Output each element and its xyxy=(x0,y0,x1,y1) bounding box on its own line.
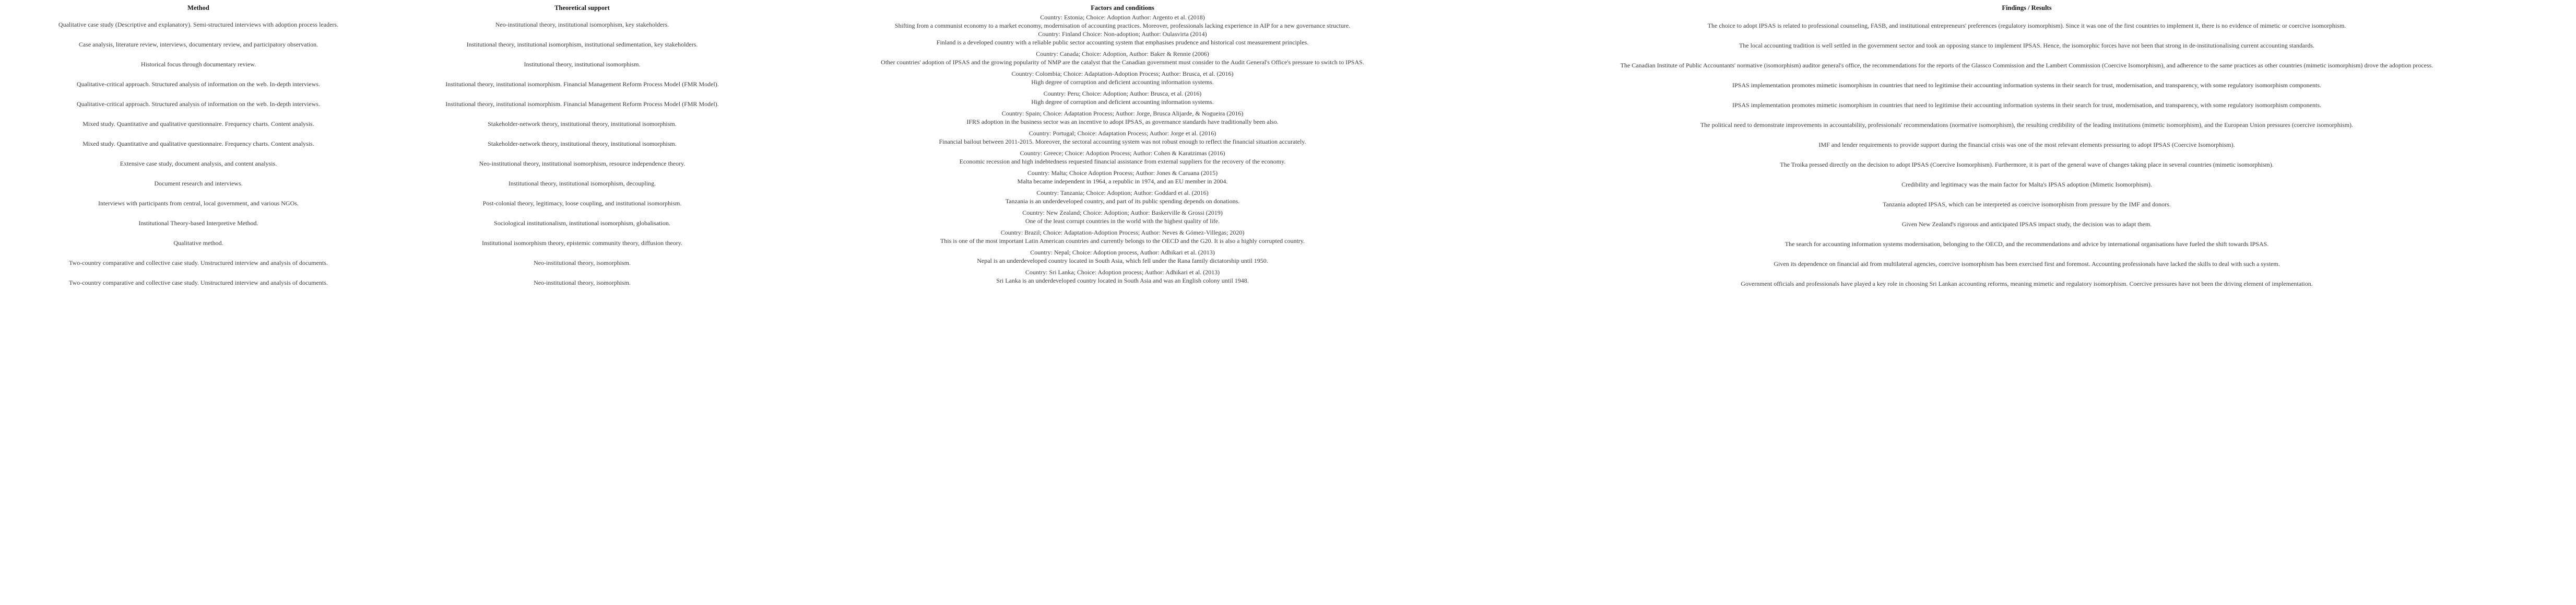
theoretical-support-cell xyxy=(397,174,767,194)
header-findings-results: Findings / Results xyxy=(2002,4,2052,11)
method-cell xyxy=(0,36,397,55)
findings-cell xyxy=(1478,274,2576,294)
country-choice-author: Country: Spain; Choice: Adaptation Process; Author: Jorge, Brusca Alijarde, & Nogueira (2016) xyxy=(1001,109,1244,117)
theoretical-support-cell xyxy=(397,274,767,294)
theoretical-support-cell xyxy=(397,36,767,55)
method-text: Historical focus through documentary review. xyxy=(140,60,256,68)
theoretical-support-text: Sociological institutionalism, institutional isomorphism, globalisation. xyxy=(494,219,670,227)
findings-cell xyxy=(1478,55,2576,75)
theoretical-support-text: Institutional theory, institutional isomorphism. Financial Management Reform Process Model (FMR Model). xyxy=(445,80,719,88)
findings-text: Government officials and professionals have played a key role in choosing Sri Lankan accounting reforms, meaning mimetic and regulatory isomorphism. Coercive pressures have not been the driving element of implementation. xyxy=(1741,280,2313,287)
method-cell xyxy=(0,155,397,174)
factors-text: Finland is a developed country with a reliable public sector accounting system that emphasises prudence and historical cost measurement principles. xyxy=(936,38,1309,46)
findings-text: IPSAS implementation promotes mimetic isomorphism in countries that need to legitimise their accounting information systems in their search for trust, modernisation, and transparency, with some regulatory isomorphism components. xyxy=(1732,101,2321,109)
findings-text: Given its dependence on financial aid from multilateral agencies, coercive isomorphism has been exercised first and foremost. Accounting professionals have lacked the skills to deal with such a system. xyxy=(1774,260,2280,267)
theoretical-support-text: Institutional isomorphism theory, epistemic community theory, diffusion theory. xyxy=(481,239,683,247)
header-factors-and-conditions: Factors and conditions xyxy=(1091,4,1154,11)
method-text: Document research and interviews. xyxy=(154,179,243,187)
findings-cell xyxy=(1478,36,2576,55)
theoretical-support-text: Institutional theory, institutional isomorphism. Financial Management Reform Process Model (FMR Model). xyxy=(445,100,719,108)
country-choice-author: Country: Nepal; Choice: Adoption process, Author: Adhikari et al. (2013) xyxy=(1030,248,1215,256)
theoretical-support-text: Stakeholder-network theory, institutional theory, institutional isomorphism. xyxy=(488,139,677,147)
findings-text: Credibility and legitimacy was the main factor for Malta's IPSAS adoption (Mimetic Isomorphism). xyxy=(1901,180,2152,188)
header-method: Method xyxy=(187,4,209,11)
theoretical-support-cell xyxy=(397,135,767,155)
findings-text: The choice to adopt IPSAS is related to professional counseling, FASB, and institutional entrepreneurs' preferences (regulatory isomorphism). Since it was one of the first countries to implement it, there is no evidence of mimetic or coercive isomorphism. xyxy=(1707,21,2346,29)
findings-cell xyxy=(1478,75,2576,95)
country-choice-author: Country: Sri Lanka; Choice: Adoption process; Author: Adhikari et al. (2013) xyxy=(1025,268,1220,276)
theoretical-support-text: Institutional theory, institutional isomorphism, decoupling. xyxy=(508,179,656,187)
method-cell xyxy=(0,55,397,75)
findings-text: The search for accounting information systems modernisation, belonging to the OECD, and the recommendations and advice by international organisations have fueled the shift towards IPSAS. xyxy=(1785,240,2269,248)
findings-cell xyxy=(1478,155,2576,174)
country-choice-author: Country: New Zealand; Choice: Adoption; Author: Baskerville & Grossi (2019) xyxy=(1022,208,1223,216)
factors-text: Tanzania is an underdeveloped country, and part of its public spending depends on donations. xyxy=(1005,197,1240,205)
factors-cell xyxy=(767,268,1478,294)
theoretical-support-cell xyxy=(397,214,767,234)
theoretical-support-cell xyxy=(397,115,767,135)
country-choice-author: Country: Colombia; Choice: Adaptation-Adoption Process; Author: Brusca, et al. (2016) xyxy=(1011,69,1234,77)
country-choice-author: Country: Canada; Choice: Adoption, Author: Baker & Rennie (2006) xyxy=(1036,50,1209,57)
theoretical-support-text: Post-colonial theory, legitimacy, loose coupling, and institutional isomorphism. xyxy=(482,199,682,207)
method-text: Two-country comparative and collective case study. Unstructured interview and analysis of documents. xyxy=(69,278,328,286)
theoretical-support-text: Stakeholder-network theory, institutional theory, institutional isomorphism. xyxy=(488,120,677,127)
country-choice-author: Country: Greece; Choice: Adoption Process; Author: Cohen & Karatzimas (2016) xyxy=(1020,149,1225,157)
theoretical-support-cell xyxy=(397,234,767,254)
findings-cell xyxy=(1478,16,2576,36)
country-choice-author: Country: Peru; Choice: Adoption; Author: Brusca, et al. (2016) xyxy=(1043,89,1202,97)
method-cell xyxy=(0,274,397,294)
theoretical-support-cell xyxy=(397,155,767,174)
factors-text: High degree of corruption and deficient accounting information systems. xyxy=(1031,98,1214,106)
method-text: Qualitative case study (Descriptive and explanatory). Semi-structured interviews with adoption process leaders. xyxy=(58,20,339,28)
method-cell xyxy=(0,95,397,115)
findings-cell xyxy=(1478,254,2576,274)
theoretical-support-text: Neo-institutional theory, institutional isomorphism, resource independence theory. xyxy=(479,159,686,167)
factors-text: This is one of the most important Latin American countries and currently belongs to the OECD and the G20. It is also a highly corrupted country. xyxy=(940,237,1305,245)
findings-cell xyxy=(1478,174,2576,194)
theoretical-support-text: Institutional theory, institutional isomorphism, institutional sedimentation, key stakeholders. xyxy=(466,40,698,48)
method-cell xyxy=(0,16,397,36)
factors-text: Nepal is an underdeveloped country located in South Asia, which fell under the Rana family dictatorship until 1950. xyxy=(977,257,1268,264)
findings-cell xyxy=(1478,95,2576,115)
method-cell xyxy=(0,75,397,95)
theoretical-support-cell xyxy=(397,95,767,115)
method-cell xyxy=(0,234,397,254)
method-cell xyxy=(0,254,397,274)
country-choice-author: Country: Brazil; Choice: Adaptation-Adoption Process; Author: Neves & Gómez-Villegas; 2020) xyxy=(1000,228,1245,236)
method-text: Mixed study. Quantitative and qualitative questionnaire. Frequency charts. Content analysis. xyxy=(82,139,314,147)
method-text: Extensive case study, document analysis, and content analysis. xyxy=(120,159,277,167)
findings-cell xyxy=(1478,214,2576,234)
findings-text: IMF and lender requirements to provide support during the financial crisis was one of the most relevant elements pressuring to adopt IPSAS (Coercive Isomorphism). xyxy=(1818,141,2235,148)
literature-review-table xyxy=(0,4,2576,294)
findings-text: IPSAS implementation promotes mimetic isomorphism in countries that need to legitimise their accounting information systems in their search for trust, modernisation, and transparency, with some regulatory isomorphism components. xyxy=(1732,81,2321,89)
factors-text: Financial bailout between 2011-2015. Moreover, the sectoral accounting system was not robust enough to reflect the financial situation accurately. xyxy=(939,137,1306,145)
factors-text: Other countries' adoption of IPSAS and the growing popularity of NMP are the catalyst that the Canadian government must consider to the Audit General's Office's pressure to switch to IPSAS. xyxy=(881,58,1364,66)
country-choice-author: Country: Finland Choice: Non-adoption; Author: Oulasvirta (2014) xyxy=(1038,30,1207,38)
theoretical-support-cell xyxy=(397,194,767,214)
header-theoretical-support: Theoretical support xyxy=(554,4,610,11)
theoretical-support-text: Neo-institutional theory, isomorphism. xyxy=(534,259,631,266)
factors-text: One of the least corrupt countries in the world with the highest quality of life. xyxy=(1025,217,1220,225)
findings-cell xyxy=(1478,234,2576,254)
findings-text: The Canadian Institute of Public Accountants' normative (isomorphism) auditor general's office, the recommendations for the reports of the Glassco Commission and the Lambert Commission (Coercive Isomorphism), and adherence to the same practices as other countries (mimetic isomorphism) drove the adoption process. xyxy=(1620,61,2433,69)
method-cell xyxy=(0,115,397,135)
method-text: Case analysis, literature review, interviews, documentary review, and participatory observation. xyxy=(78,40,318,48)
method-cell xyxy=(0,174,397,194)
findings-text: Tanzania adopted IPSAS, which can be interpreted as coercive isomorphism from pressure by the IMF and donors. xyxy=(1883,200,2171,208)
findings-text: The Troika pressed directly on the decision to adopt IPSAS (Coercive Isomorphism). Furthermore, it is part of the general wave of changes taking place in several countries (mimetic isomorphism). xyxy=(1780,160,2274,168)
method-text: Qualitative-critical approach. Structured analysis of information on the web. In-depth interviews. xyxy=(76,100,321,108)
theoretical-support-cell xyxy=(397,75,767,95)
method-cell xyxy=(0,214,397,234)
method-text: Mixed study. Quantitative and qualitative questionnaire. Frequency charts. Content analysis. xyxy=(82,120,314,127)
findings-cell xyxy=(1478,194,2576,214)
method-cell xyxy=(0,194,397,214)
method-text: Interviews with participants from central, local government, and various NGOs. xyxy=(98,199,299,207)
method-text: Qualitative-critical approach. Structured analysis of information on the web. In-depth interviews. xyxy=(76,80,321,88)
factors-text: Malta became independent in 1964, a republic in 1974, and an EU member in 2004. xyxy=(1017,177,1228,185)
table-body xyxy=(0,13,2576,294)
method-cell xyxy=(0,135,397,155)
theoretical-support-text: Institutional theory, institutional isomorphism. xyxy=(524,60,641,68)
factors-text: Shifting from a communist economy to a market economy, modernisation of accounting practices. Moreover, professionals lacking experience in AIP for a new governance structure. xyxy=(894,21,1351,29)
theoretical-support-cell xyxy=(397,16,767,36)
theoretical-support-cell xyxy=(397,55,767,75)
method-text: Institutional Theory-based Interpretive Method. xyxy=(138,219,258,227)
method-text: Qualitative method. xyxy=(173,239,223,247)
factors-text: High degree of corruption and deficient accounting information systems. xyxy=(1031,78,1214,86)
findings-text: The local accounting tradition is well settled in the government sector and took an opposing stance to implement IPSAS. Hence, the isomorphic forces have not been that strong in de-institutionalising current accounting standards. xyxy=(1739,41,2315,49)
country-choice-author: Country: Estonia; Choice: Adoption Author: Argento et al. (2018) xyxy=(1040,13,1205,21)
country-choice-author: Country: Portugal; Choice: Adaptation Process; Author: Jorge et al. (2016) xyxy=(1029,129,1216,137)
method-text: Two-country comparative and collective case study. Unstructured interview and analysis of documents. xyxy=(69,259,328,266)
findings-text: Given New Zealand's rigorous and anticipated IPSAS impact study, the decision was to adapt them. xyxy=(1901,220,2152,228)
findings-text: The political need to demonstrate improvements in accountability, professionals' recommendations (normative isomorphism), the resulting credibility of the leading institutions (mimetic isomorphism), and the European Union pressures (coercive isomorphism). xyxy=(1700,121,2354,129)
country-choice-author: Country: Malta; Choice Adoption Process; Author: Jones & Caruana (2015) xyxy=(1027,169,1218,177)
theoretical-support-cell xyxy=(397,254,767,274)
theoretical-support-text: Neo-institutional theory, institutional isomorphism, key stakeholders. xyxy=(495,20,669,28)
factors-text: IFRS adoption in the business sector was an incentive to adopt IPSAS, as governance standards have traditionally been also. xyxy=(966,118,1279,125)
findings-cell xyxy=(1478,135,2576,155)
factors-text: Economic recession and high indebtedness requested financial assistance from external suppliers for the recovery of the economy. xyxy=(959,157,1286,165)
table-row xyxy=(0,274,2576,294)
factors-text: Sri Lanka is an underdeveloped country located in South Asia and was an English colony until 1948. xyxy=(996,276,1249,284)
theoretical-support-text: Neo-institutional theory, isomorphism. xyxy=(534,278,631,286)
findings-cell xyxy=(1478,115,2576,135)
country-choice-author: Country: Tanzania; Choice: Adoption; Author: Goddard et al. (2016) xyxy=(1036,189,1209,196)
